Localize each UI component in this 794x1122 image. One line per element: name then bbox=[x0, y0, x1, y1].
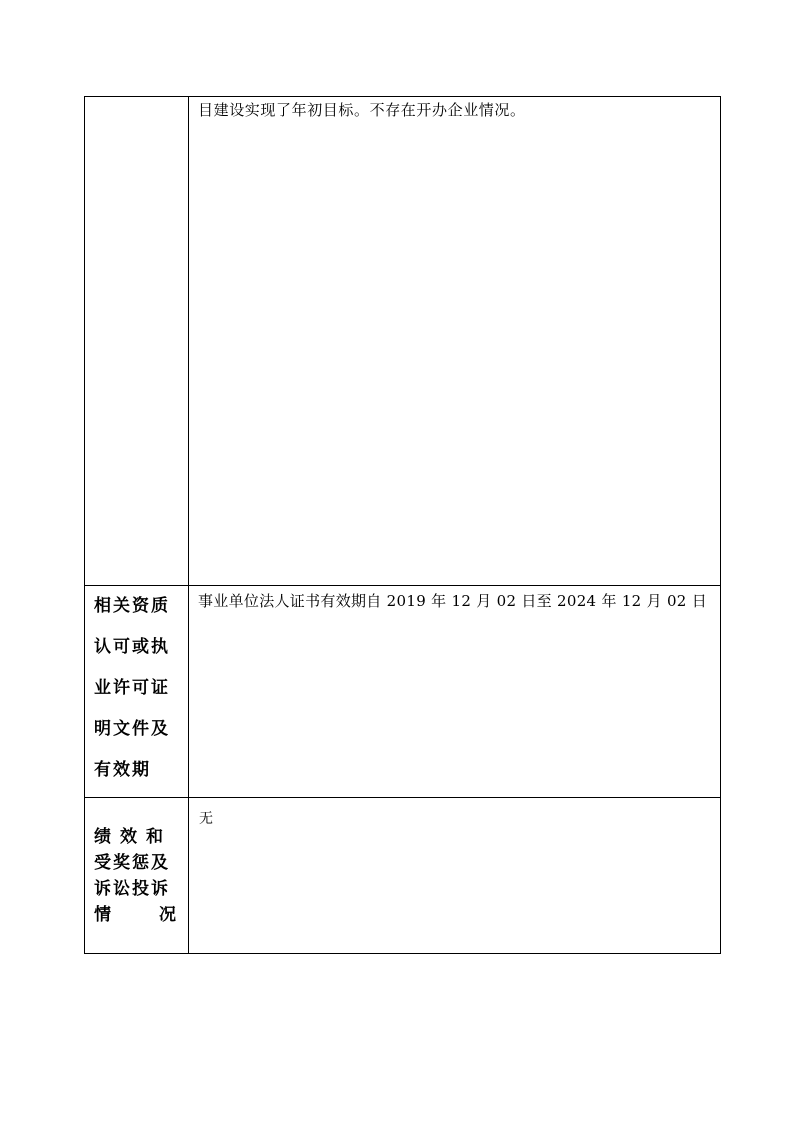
qualification-label-line: 认可或执 bbox=[94, 637, 170, 657]
form-table bbox=[84, 96, 721, 954]
performance-label-line-last bbox=[94, 902, 176, 928]
content-cell-performance bbox=[189, 798, 721, 954]
performance-label-line: 受奖惩及 bbox=[94, 853, 170, 873]
performance-text: 无 bbox=[199, 811, 213, 827]
qualification-text: 事业单位法人证书有效期自 2019 年 12 月 02 日至 2024 年 12 月 02 日 bbox=[198, 592, 708, 610]
table-row-work-summary bbox=[85, 97, 721, 586]
performance-label bbox=[85, 798, 188, 928]
label-cell-performance bbox=[85, 798, 189, 954]
qualification-label-line: 相关资质 bbox=[94, 596, 170, 616]
table-row-qualification bbox=[85, 586, 721, 798]
performance-label-char: 情 bbox=[94, 905, 111, 925]
content-cell-work-summary bbox=[189, 97, 721, 586]
table-row-performance bbox=[85, 798, 721, 954]
qualification-label-line: 业许可证 bbox=[94, 678, 170, 698]
performance-label-char: 况 bbox=[159, 905, 176, 925]
performance-label-line: 绩效和 bbox=[94, 827, 172, 847]
qualification-label bbox=[85, 586, 188, 796]
qualification-label-line: 明文件及 bbox=[94, 719, 170, 739]
work-summary-text: 目建设实现了年初目标。不存在开办企业情况。 bbox=[198, 101, 526, 119]
performance-label-line: 诉讼投诉 bbox=[94, 879, 170, 899]
content-cell-qualification bbox=[189, 586, 721, 798]
label-cell-qualification bbox=[85, 586, 189, 798]
label-cell-empty bbox=[85, 97, 189, 586]
qualification-label-line: 有效期 bbox=[94, 760, 151, 780]
